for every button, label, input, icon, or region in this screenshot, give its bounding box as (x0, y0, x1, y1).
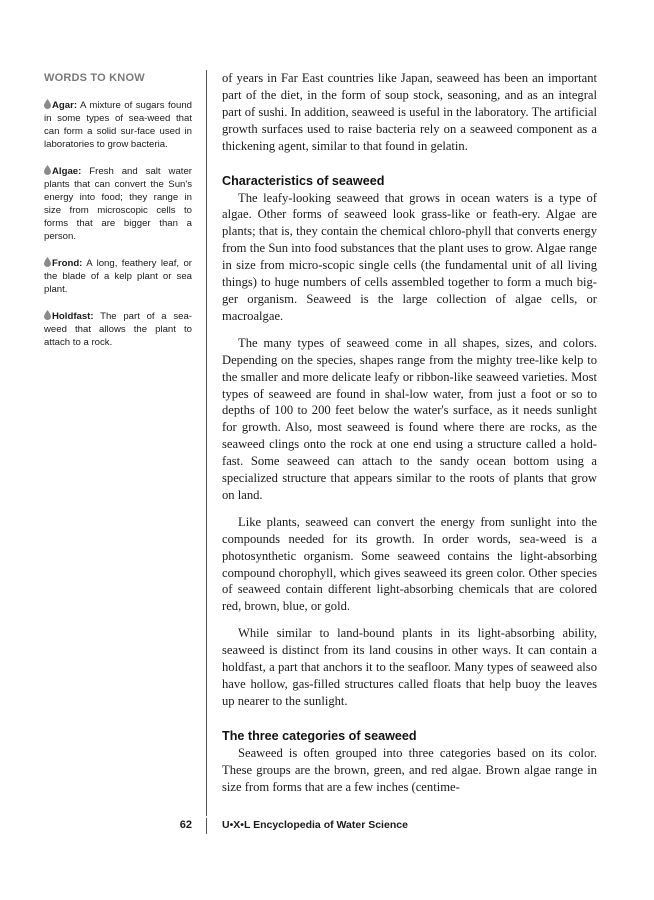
footer-divider (206, 818, 207, 834)
glossary-term: Frond: (52, 258, 83, 269)
glossary-entry-frond (44, 257, 192, 296)
glossary-definition: Fresh and salt water plants that can convert the Sun's energy into food; they range in size from microscopic cells to forms that are bigger than a person. (44, 166, 192, 242)
main-column (222, 70, 597, 796)
glossary-term: Agar: (52, 100, 78, 111)
body-paragraph: While similar to land-bound plants in its light-absorbing ability, seaweed is distinct from its land cousins in other ways. It can contain a holdfast, a part that anchors it to the seafloor. Many types of seaweed also have hollow, gas-filled structures called floats that help buoy the leaves up nearer to the sunlight. (222, 626, 597, 708)
water-drop-icon (44, 99, 51, 109)
glossary-entry-algae (44, 165, 192, 243)
glossary-definition: A long, feathery leaf, or the blade of a kelp plant or sea plant. (44, 258, 192, 295)
column-divider (206, 70, 207, 816)
glossary-definition: A mixture of sugars found in some types of sea-weed that can form a solid sur-face used in laboratories to grow bacteria. (44, 100, 192, 150)
water-drop-icon (44, 257, 51, 267)
glossary-term: Algae: (52, 166, 82, 177)
words-to-know-sidebar (44, 72, 192, 363)
section-heading-characteristics: Characteristics of seaweed (222, 173, 385, 188)
body-paragraph: Seaweed is often grouped into three categories based on its color. These groups are the brown, green, and red algae. Brown algae range in size from forms that are a few inches (centime- (222, 745, 597, 794)
glossary-entry-agar (44, 99, 192, 151)
body-paragraph: The leafy-looking seaweed that grows in ocean waters is a type of algae. Other forms of seaweed look grass-like or feath-ery. Algae are plants; that is, they contain the chemical chloro-phyll that converts energy from the Sun into food substances that the plant uses to grow. Algae range in size from micro-scopic single cells (the fundamental unit of all living things) to huge numbers of cells assembled together to form a much big-ger organism. Seaweed is the large collection of algae cells, or macroalgae. (222, 190, 597, 323)
glossary-definition: The part of a sea-weed that allows the plant to attach to a rock. (44, 311, 192, 348)
page-number: 62 (179, 819, 192, 831)
intro-paragraph: of years in Far East countries like Japan, seaweed has been an important part of the diet, in the form of soup stock, seasoning, and as an integral part of sushi. In addition, seaweed is useful in the laboratory. The artificial growth surfaces used to raise bacteria rely on a seaweed component as a thickening agent, similar to that found in gelatin. (222, 71, 597, 153)
glossary-entry-holdfast (44, 310, 192, 349)
running-title: U•X•L Encyclopedia of Water Science (222, 819, 408, 831)
section-heading-three-categories: The three categories of seaweed (222, 728, 417, 743)
body-paragraph: Like plants, seaweed can convert the energy from sunlight into the compounds needed for its growth. In order words, sea-weed is a photosynthetic organism. Some seaweed contains the light-absorbing compound chorophyll, which gives seaweed its green color. Other species of seaweed contain different light-absorbing chemicals that are colored red, brown, blue, or gold. (222, 514, 597, 614)
water-drop-icon (44, 310, 51, 320)
sidebar-heading: WORDS TO KNOW (44, 72, 145, 84)
water-drop-icon (44, 165, 51, 175)
glossary-term: Holdfast: (52, 311, 94, 322)
body-paragraph: The many types of seaweed come in all shapes, sizes, and colors. Depending on the species, shapes range from the mighty tree-like kelp to the smaller and more delicate leafy or ribbon-like seaweed varieties. Most types of seaweed are found in shal-low water, from just a foot or so to depths of 100 to 200 feet below the water's surface, as it needs sunlight for growth. Also, most seaweed is found where there are rocks, as the seaweed clings onto the rock at one end using a structure called a hold-fast. Some seaweed can attach to the sandy ocean bottom using a specialized structure that appears similar to the roots of plants that grow on land. (222, 335, 597, 502)
